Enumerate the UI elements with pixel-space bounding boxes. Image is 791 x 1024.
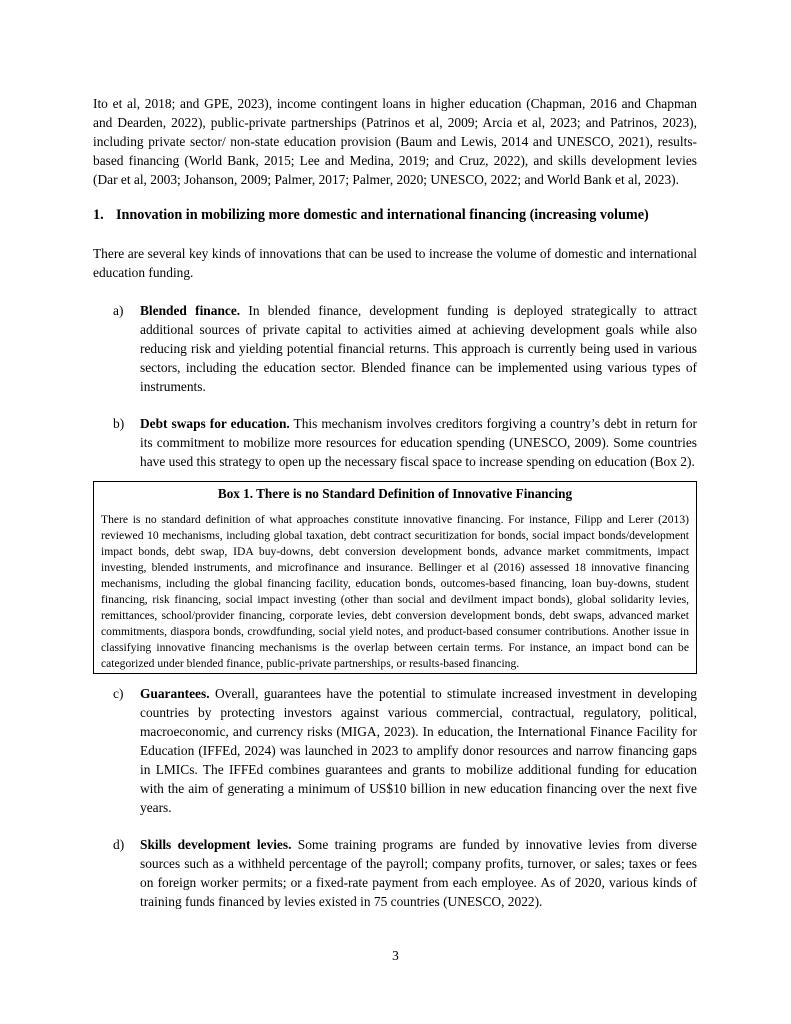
- section-title: Innovation in mobilizing more domestic and international financing (increasing volume): [116, 207, 649, 223]
- list-marker: b): [113, 416, 125, 431]
- list-item-title: Guarantees.: [140, 686, 210, 701]
- list-item-body: Some training programs are funded by innovative levies from diverse sources such as a withheld percentage of the payroll; company profits, turnover, or sales; taxes or fees on foreign worker permits; or a fixed-rate payment from each employee. As of 2020, various kinds of training funds financed by levies existed in 75 countries (UNESCO, 2022).: [140, 837, 697, 909]
- list-item-debt-swaps: [113, 414, 697, 471]
- list-item-guarantees: [113, 684, 697, 817]
- list-item-body: In blended finance, development funding is deployed strategically to attract additional sources of private capital to activities aimed at achieving development goals while also reducing risk and yielding potential financial returns. This approach is currently being used in various sectors, including the education sector. Blended finance can be implemented using various types of instruments.: [140, 303, 698, 394]
- intro-paragraph: Ito et al, 2018; and GPE, 2023), income contingent loans in higher education (Chapman, 2016 and Chapman and Dearden, 2022), public-private partnerships (Patrinos et al, 2009; Arcia et al, 2023; and Patrinos, 2023), including private sector/ non-state education provision (Baum and Lewis, 2014 and UNESCO, 2021), results-based financing (World Bank, 2015; Lee and Medina, 2019; and Cruz, 2022), and skills development levies (Dar et al, 2003; Johanson, 2009; Palmer, 2017; Palmer, 2020; UNESCO, 2022; and World Bank et al, 2023).: [93, 96, 697, 187]
- list-item-body: Overall, guarantees have the potential to stimulate increased investment in developing countries by protecting investors against various commercial, contractual, regulatory, political, macroeconomic, and currency risks (MIGA, 2023). In education, the International Finance Facility for Education (IFFEd, 2024) was launched in 2023 to amplify donor resources and narrow financing gaps in LMICs. The IFFEd combines guarantees and grants to mobilize additional funding for education with the aim of generating a minimum of US$10 billion in new education financing over the next five years.: [140, 686, 697, 815]
- list-item-blended-finance: [113, 301, 697, 396]
- list-marker: c): [113, 686, 124, 701]
- list-item-title: Debt swaps for education.: [140, 416, 290, 431]
- list-item-text: [140, 684, 697, 817]
- list-item-title: Skills development levies.: [140, 837, 292, 852]
- list-item-body: This mechanism involves creditors forgiving a country’s debt in return for its commitment to mobilize more resources for education spending (UNESCO, 2009). Some countries have used this strategy to open up the necessary fiscal space to increase spending on education (Box 2).: [140, 416, 697, 469]
- section-lead-paragraph: There are several key kinds of innovations that can be used to increase the volume of domestic and international education funding.: [93, 246, 697, 280]
- list-item-skills-levies: [113, 835, 697, 911]
- list-marker: a): [113, 303, 124, 318]
- list-item-text: [140, 414, 697, 471]
- page-body: [93, 94, 697, 929]
- info-box: [93, 481, 697, 674]
- list-item-text: [140, 835, 697, 911]
- section-number: 1.: [93, 207, 104, 223]
- box-text: There is no standard definition of what approaches constitute innovative financing. For instance, Filipp and Lerer (2013) reviewed 10 mechanisms, including global taxation, debt contract securitization for bonds, social impact bonds/development impact bonds, debt swap, IDA buy-downs, debt conversion development bonds, advance market commitments, impact investing, blended instruments, and microfinance and insurance. Bellinger et al (2016) assessed 18 innovative financing mechanisms, including the global financing facility, education bonds, outcomes-based financing, loan buy-downs, student financing, risk financing, social impact investing (other than social and devilment impact bonds), global solidarity levies, remittances, school/provider financing, corporate levies, debt conversion development bonds, debt swaps, advanced market commitments, diaspora bonds, crowdfunding, social yield notes, and product-based consumer contributions. Another issue in classifying innovative financing mechanisms is the overlap between certain terms. For instance, an impact bond can be categorized under blended finance, public-private partnerships, or results-based financing.: [101, 513, 689, 670]
- list-item-title: Blended finance.: [140, 303, 241, 318]
- section-heading: [93, 206, 697, 225]
- box-title: Box 1. There is no Standard Definition of Innovative Financing: [217, 486, 573, 501]
- list-item-text: [140, 301, 697, 396]
- page-number: 3: [392, 948, 399, 963]
- list-marker: d): [113, 837, 125, 852]
